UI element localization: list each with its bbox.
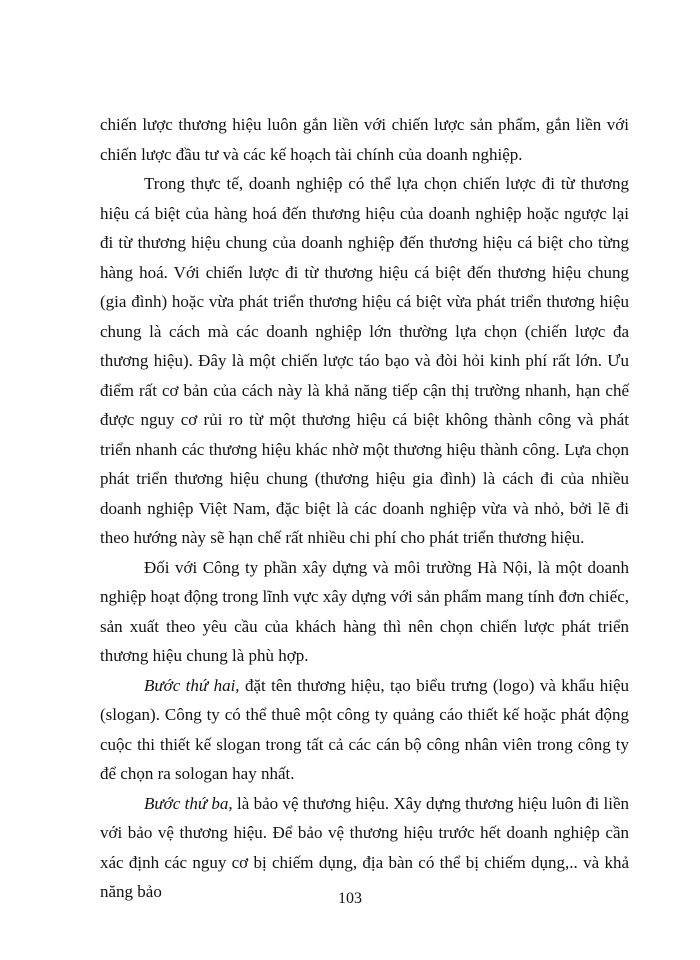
- step-label: Bước thứ ba,: [144, 793, 233, 813]
- paragraph-company-choice: [100, 553, 629, 671]
- document-body: [100, 110, 629, 907]
- paragraph-text: đặt tên thương hiệu, tạo biểu trưng (logo) và khẩu hiệu (slogan). Công ty có thể thuê một công ty quảng cáo thiết kế hoặc phát động cuộc thi thiết kế slogan trong tất cả các cán bộ công nhân viên trong công ty để chọn ra sologan hay nhất.: [100, 675, 629, 783]
- page-number: 103: [338, 890, 362, 907]
- paragraph-step-two: [100, 671, 629, 789]
- step-label: Bước thứ hai,: [144, 675, 240, 695]
- paragraph-text: Trong thực tế, doanh nghiệp có thể lựa chọn chiến lược đi từ thương hiệu cá biệt của hàng hoá đến thương hiệu của doanh nghiệp hoặc ngược lại đi từ thương hiệu chung của doanh nghiệp đến thương hiệu cá biệt cho từng hàng hoá. Với chiến lược đi từ thương hiệu cá biệt đến thương hiệu chung (gia đình) hoặc vừa phát triển thương hiệu cá biệt vừa phát triển thương hiệu chung là cách mà các doanh nghiệp lớn thường lựa chọn (chiến lược đa thương hiệu). Đây là một chiến lược táo bạo và đòi hỏi kinh phí rất lớn. Ưu điểm rất cơ bản của cách này là khả năng tiếp cận thị trường nhanh, hạn chế được nguy cơ rủi ro từ một thương hiệu cá biệt không thành công và phát triển nhanh các thương hiệu khác nhờ một thương hiệu thành công. Lựa chọn phát triển thương hiệu chung (thương hiệu gia đình) là cách đi của nhiều doanh nghiệp Việt Nam, đặc biệt là các doanh nghiệp vừa và nhỏ, bởi lẽ đi theo hướng này sẽ hạn chế rất nhiều chi phí cho phát triển thương hiệu.: [100, 174, 629, 547]
- paragraph-step-three: [100, 789, 629, 907]
- paragraph-text: Đối với Công ty phần xây dựng và môi trường Hà Nội, là một doanh nghiệp hoạt động trong lĩnh vực xây dựng với sản phẩm mang tính đơn chiếc, sản xuất theo yêu cầu của khách hàng thì nên chọn chiến lược phát triển thương hiệu chung là phù hợp.: [100, 557, 629, 665]
- paragraph-continuation: [100, 110, 629, 169]
- paragraph-text: chiến lược thương hiệu luôn gắn liền với chiến lược sản phẩm, gắn liền với chiến lược đầu tư và các kế hoạch tài chính của doanh nghiệp.: [100, 115, 629, 164]
- paragraph-brand-strategy: [100, 169, 629, 553]
- paragraph-text: là bảo vệ thương hiệu. Xây dựng thương hiệu luôn đi liền với bảo vệ thương hiệu. Để bảo vệ thương hiệu trước hết doanh nghiệp cần xác định các nguy cơ bị chiếm dụng, địa bàn có thể bị chiếm dụng,.. và khả năng bảo: [100, 793, 629, 901]
